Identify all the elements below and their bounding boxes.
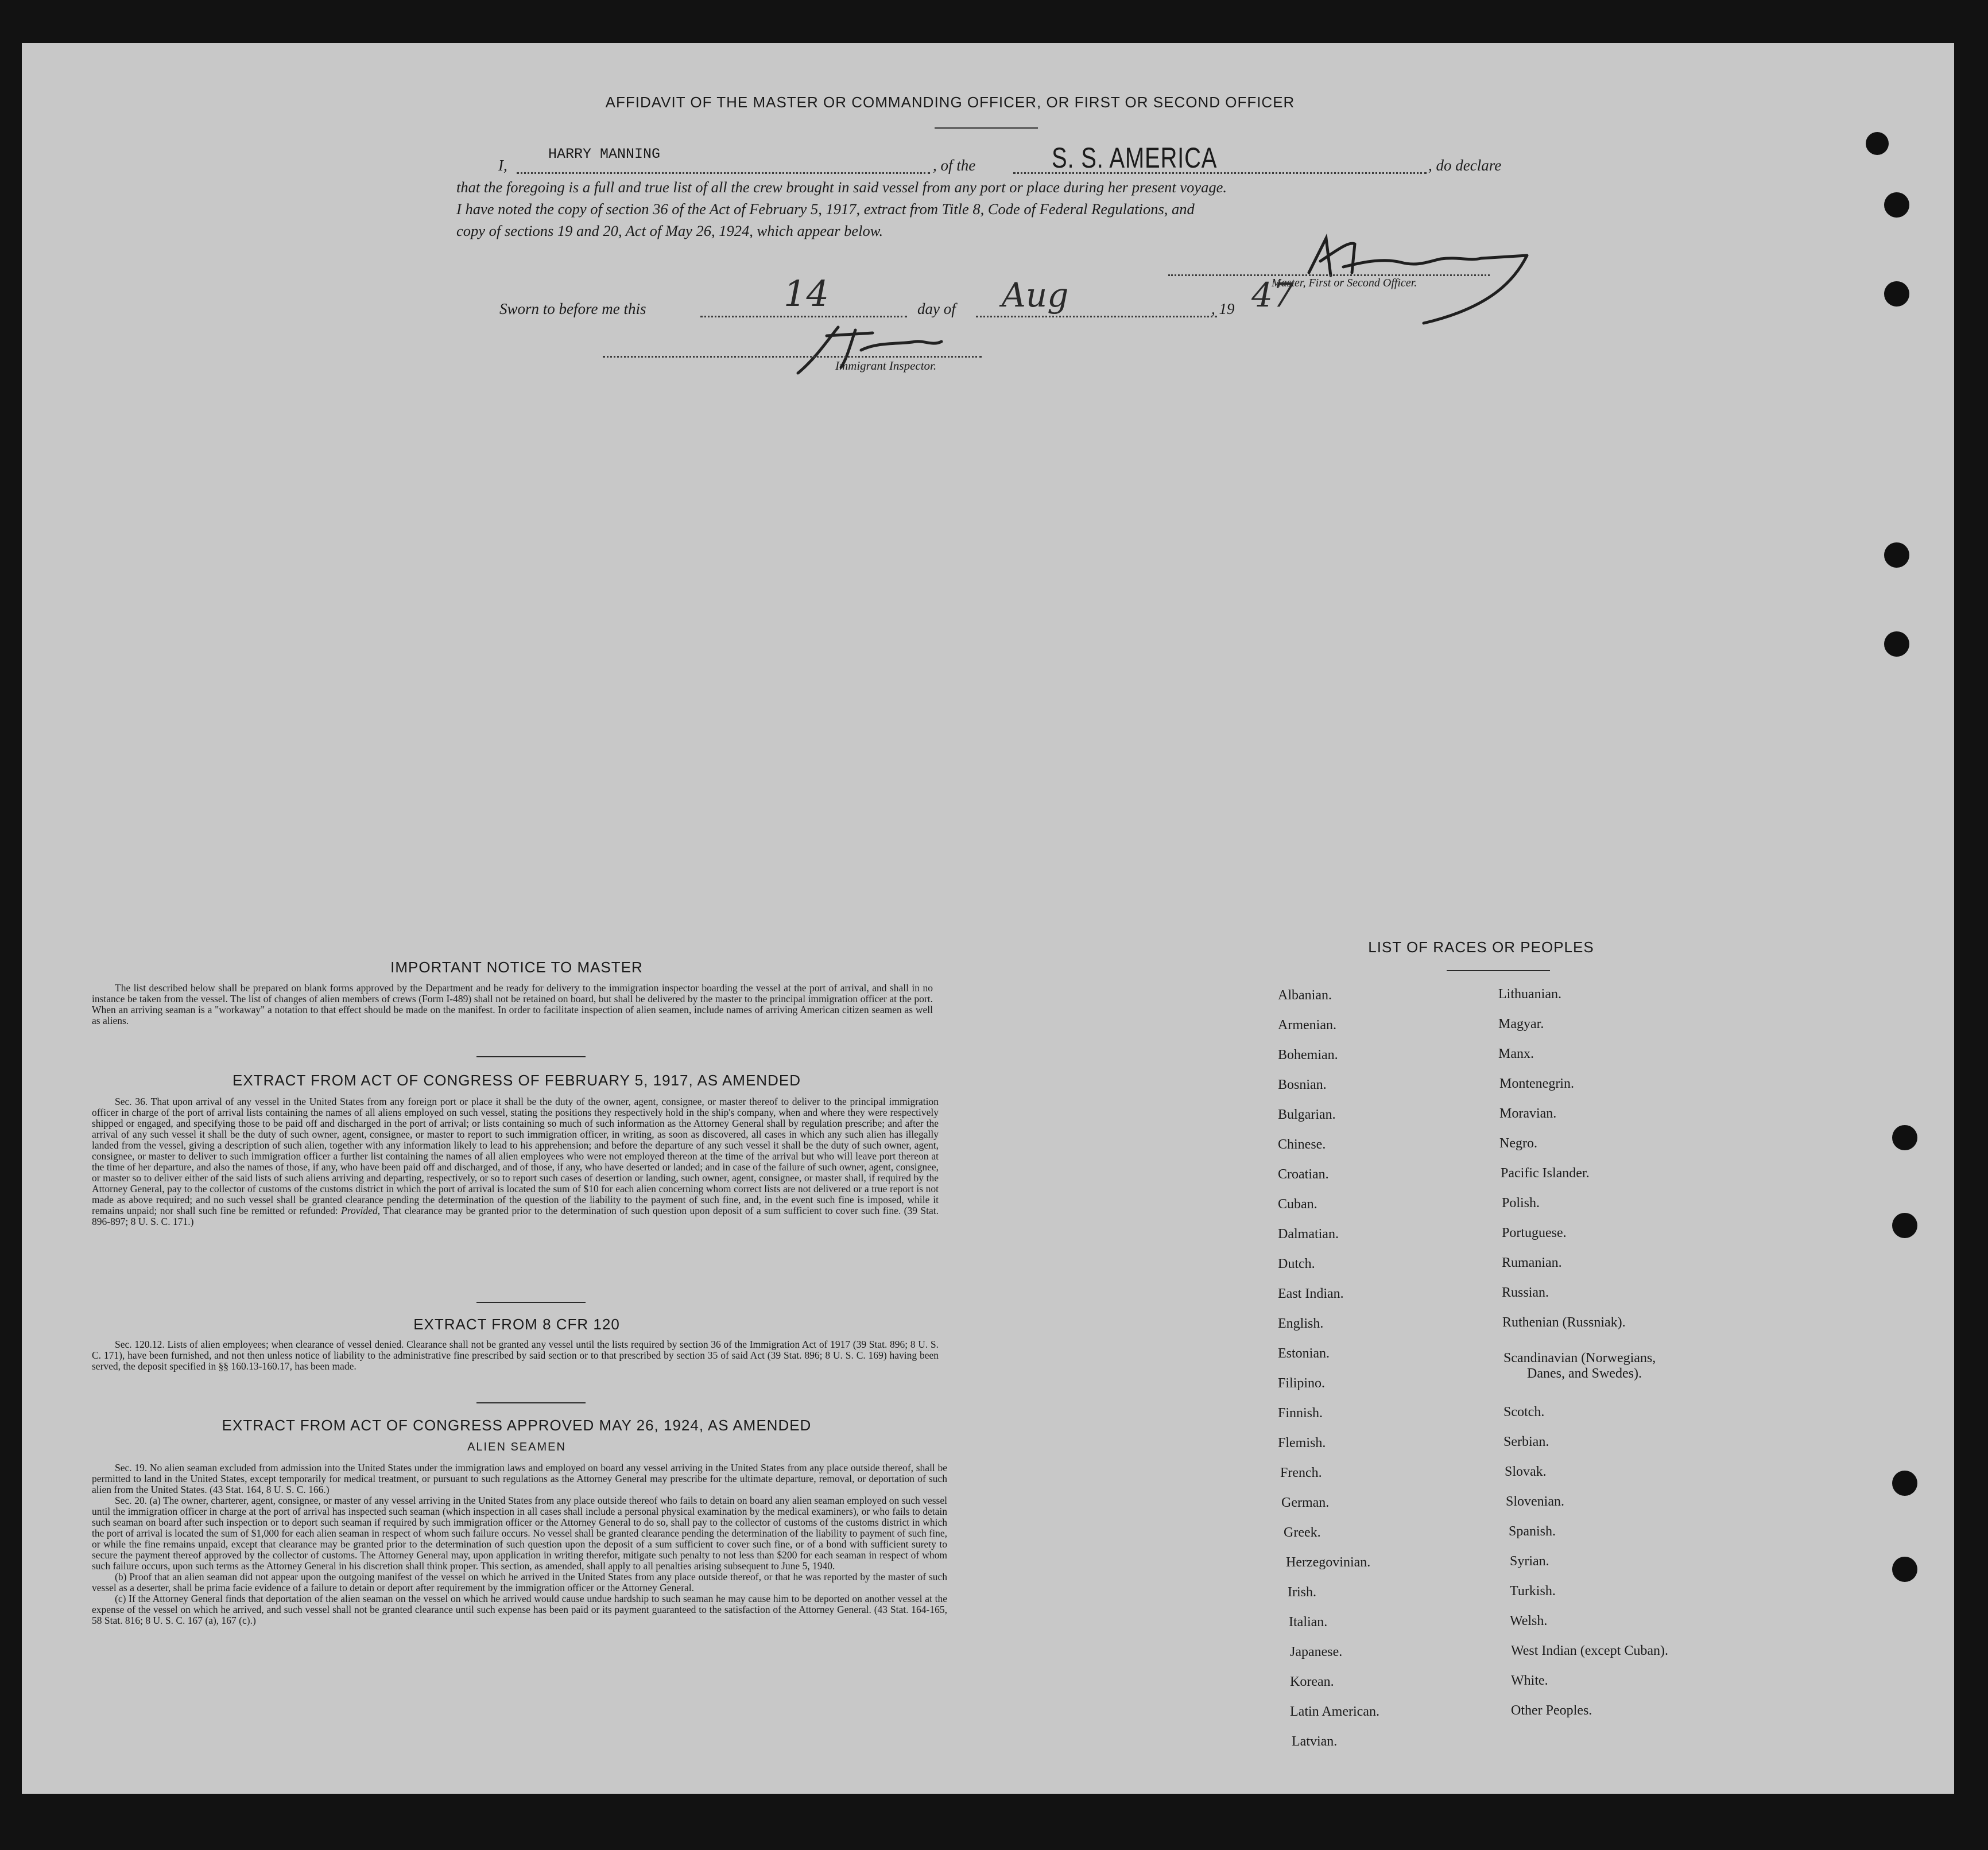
race-item: Finnish. [1278, 1406, 1323, 1421]
punch-hole [1884, 631, 1909, 657]
sec-20a-text: (a) The owner, charterer, agent, consignee, or master of any vessel arriving in the United States from any place outside thereof who fails to detain on board any alien seaman employed on such vessel until the immigration officer in charge at the port of arrival has inspected such seaman (which inspection in all cases shall include a personal physical examination by the medical examiners), or who fails to detain such seaman on board after such inspection or to deport such seaman if required by such immigration officer or the Attorney General to do so, shall pay to the collector of customs of the customs district in which the port of arrival is located the sum of $1,000 for each alien seaman in respect of whom such failure occurs. No vessel shall be granted clearance pending the determination of the liability to payment of such fine, or while the fine remains unpaid, except that clearance may be granted prior to the determination of such question upon the deposit of a sum sufficient to cover such fine, or of a bond with sufficient surety to secure the payment thereof approved by the collector of customs. The Attorney General may, upon application in writing therefor, mitigate such penalty to not less than $200 for each seaman in respect of whom such failure occurs, upon such terms as the Attorney General in his discretion shall think proper. This section, as amended, shall apply to all penalties arising subsequent to June 5, 1940. [92, 1495, 947, 1572]
sec-120-text: Lists of alien employees; when clearance of vessel denied. Clearance shall not be granted any vessel until the lists required by section 36 of the Immigration Act of 1917 (39 Stat. 896; 8 U. S. C. 171), have been furnished, and not then unless notice of liability to the administrative fine prescribed by said section or to that prescribed by section 35 of said Act (39 Stat. 896; 8 U. S. C. 169) having been served, the deposit specified in §§ 160.13-160.17, has been made. [92, 1339, 939, 1372]
notice-title: IMPORTANT NOTICE TO MASTER [390, 959, 643, 976]
sec-20b-text: (b) Proof that an alien seaman did not appear upon the outgoing manifest of the vessel on which he arrived in the United States from any place outside thereof, or that he was reported by the master of such vessel as a deserter, shall be prima facie evidence of a failure to detain or deport after requirement by the immigration officer or the Attorney General. [92, 1571, 947, 1593]
extract-cfr-body [92, 1339, 939, 1372]
sec-36-label: Sec. 36. [115, 1096, 148, 1107]
race-item: Latin American. [1290, 1704, 1379, 1719]
race-item: Scandinavian (Norwegians, [1503, 1351, 1656, 1366]
race-item: Bosnian. [1278, 1077, 1327, 1092]
inspector-line [603, 356, 982, 358]
race-item: Negro. [1499, 1136, 1537, 1151]
name-line [517, 172, 930, 174]
race-item: Other Peoples. [1511, 1703, 1592, 1718]
race-item: Chinese. [1278, 1137, 1326, 1152]
extract-1917-title: EXTRACT FROM ACT OF CONGRESS OF FEBRUARY 5, 1917, AS AMENDED [232, 1072, 801, 1089]
race-item: Albanian. [1278, 988, 1332, 1003]
race-item: Italian. [1289, 1615, 1328, 1630]
vessel-line [1013, 172, 1427, 174]
race-item: Syrian. [1510, 1554, 1549, 1569]
race-item: Serbian. [1503, 1434, 1549, 1449]
sec-20c-text: (c) If the Attorney General finds that deportation of the alien seaman on the vessel on which he arrived would cause undue hardship to such seaman he may cause him to be deported on another vessel at the expense of the vessel on which he arrived, and such vessel shall not be granted clearance until such expense has been paid or its payment guaranteed to the satisfaction of the Attorney General. (43 Stat. 164-165, 58 Stat. 816; 8 U. S. C. 167 (a), 167 (c).) [92, 1593, 947, 1626]
race-item: Polish. [1502, 1196, 1540, 1211]
sec-20-label: Sec. 20. [115, 1495, 147, 1506]
affidavit-text-1: that the foregoing is a full and true list of all the crew brought in said vessel from any port or place during her present voyage. [456, 179, 1227, 196]
punch-hole [1892, 1471, 1917, 1496]
affidavit-text-2: I have noted the copy of section 36 of the Act of February 5, 1917, extract from Title 8, Code of Federal Regulations, and [456, 200, 1195, 218]
sec-19-label: Sec. 19. [115, 1462, 148, 1473]
race-item: Moravian. [1499, 1106, 1557, 1121]
alien-seamen-subtitle: ALIEN SEAMEN [467, 1441, 566, 1453]
divider [476, 1302, 586, 1303]
divider [476, 1402, 586, 1403]
provided-label: Provided, [341, 1205, 381, 1216]
race-item: French. [1280, 1465, 1322, 1480]
race-item: Greek. [1284, 1525, 1321, 1540]
extract-cfr-title: EXTRACT FROM 8 CFR 120 [413, 1316, 620, 1333]
declare-label: , do declare [1428, 157, 1502, 174]
divider [476, 1056, 586, 1057]
race-item: Korean. [1290, 1674, 1334, 1689]
race-item: Pacific Islander. [1501, 1166, 1590, 1181]
race-item: Armenian. [1278, 1018, 1336, 1033]
race-item: Flemish. [1278, 1436, 1326, 1450]
month-line [976, 316, 1217, 317]
race-item: Herzegovinian. [1286, 1555, 1371, 1570]
day-line [700, 316, 907, 317]
race-item: East Indian. [1278, 1286, 1344, 1301]
punch-hole [1884, 192, 1909, 218]
year-prefix: , 19 [1211, 300, 1235, 317]
race-item: Spanish. [1509, 1524, 1556, 1539]
race-item: Irish. [1288, 1585, 1316, 1600]
race-item: Manx. [1498, 1046, 1534, 1061]
race-item: Rumanian. [1502, 1255, 1562, 1270]
sec-36-text: That upon arrival of any vessel in the United States from any foreign port or place it shall be the duty of the owner, agent, consignee, or master thereof to deliver to the principal immigration officer in charge of the port of arrival lists containing the names of all aliens employed on such vessel, stating the positions they respectively hold in the ship's company, when and where they were respectively shipped or engaged, and specifying those to be paid off and discharged in the port of arrival; or lists containing so much of such information as the Attorney General shall by regulation prescribe; and after the arrival of any such vessel it shall be the duty of such owner, agent, consignee, or master to report to such immigration officer, in writing, as soon as discovered, all cases in which any such alien has illegally landed from the vessel, giving a description of such alien, together with any information likely to lead to his apprehension; and before the departure of any such vessel it shall be the duty of such owner, agent, consignee, or master to deliver to such immigration officer a further list containing the names of all alien employees who were not employed thereon at the time of the arrival but who will leave port thereon at the time of her departure, and also the names of those, if any, who have been paid off and discharged, and of those, if any, who have deserted or landed; and in case of the failure of such owner, agent, consignee, or master so to deliver either of the said lists of such aliens arriving and departing, respectively, or so to report such cases of desertion or landing, such owner, agent, consignee, or master shall, if required by the Attorney General, pay to the collector of customs of the customs district in which the port of arrival is located the sum of $10 for each alien concerning whom correct lists are not delivered or a true report is not made as above required; and no such vessel shall be granted clearance pending the determination of the question of the liability to the payment of such fine, and, in the event such fine is imposed, while it remains unpaid; nor shall such fine be remitted or refunded: [92, 1096, 939, 1216]
master-label: Master, First or Second Officer. [1272, 277, 1417, 289]
extract-1924-title: EXTRACT FROM ACT OF CONGRESS APPROVED MAY 26, 1924, AS AMENDED [222, 1417, 812, 1434]
race-item: Ruthenian (Russniak). [1502, 1315, 1626, 1330]
punch-hole [1892, 1557, 1917, 1582]
race-item: German. [1281, 1495, 1330, 1510]
master-name: HARRY MANNING [548, 146, 661, 162]
sec-120-label: Sec. 120.12. [115, 1339, 165, 1350]
notice-body [92, 983, 933, 1026]
extract-1924-body [92, 1463, 947, 1626]
race-item: Croatian. [1278, 1167, 1329, 1182]
punch-hole [1866, 132, 1889, 155]
day-of-label: day of [917, 300, 956, 317]
race-item: Portuguese. [1502, 1225, 1567, 1240]
race-item: Montenegrin. [1499, 1076, 1574, 1091]
race-item: Welsh. [1510, 1614, 1548, 1628]
race-item: Russian. [1502, 1285, 1549, 1300]
inspector-label: Immigrant Inspector. [835, 359, 937, 373]
year-value: 47 [1251, 276, 1294, 315]
race-item: White. [1511, 1673, 1548, 1688]
punch-hole [1892, 1125, 1917, 1150]
race-item: Filipino. [1278, 1376, 1326, 1391]
race-item: Slovak. [1505, 1464, 1547, 1479]
punch-hole [1884, 281, 1909, 307]
race-item: Dalmatian. [1278, 1227, 1339, 1242]
race-item: Lithuanian. [1498, 987, 1561, 1002]
race-item: Latvian. [1292, 1734, 1338, 1749]
divider [1447, 970, 1550, 971]
race-item: West Indian (except Cuban). [1511, 1643, 1668, 1658]
race-item: Turkish. [1510, 1584, 1556, 1599]
sworn-label: Sworn to before me this [499, 300, 646, 317]
day-value: 14 [784, 273, 829, 315]
of-the-label: , of the [933, 157, 976, 174]
affidavit-title: AFFIDAVIT OF THE MASTER OR COMMANDING OFFICER, OR FIRST OR SECOND OFFICER [605, 94, 1295, 111]
race-item: Japanese. [1290, 1645, 1343, 1659]
race-item: English. [1278, 1316, 1324, 1331]
punch-hole [1892, 1213, 1917, 1238]
notice-text: The list described below shall be prepared on blank forms approved by the Department and be ready for delivery to the immigration inspector boarding the vessel at the port of arrival, and shall in no instance be taken from the vessel. The list of changes of alien members of crews (Form I-489) shall not be retained on board, but shall be delivered by the master to the principal immigration officer at the port. When an arriving seaman is a "workaway" a notation to that effect should be made on the manifest. In order to facilitate inspection of alien seamen, include names of arriving American citizen seamen as well as aliens. [92, 982, 933, 1026]
race-item: Bulgarian. [1278, 1107, 1336, 1122]
extract-1917-body [92, 1096, 939, 1227]
race-item: Magyar. [1498, 1017, 1544, 1031]
affidavit-intro: I, [498, 157, 507, 174]
affidavit-text-3: copy of sections 19 and 20, Act of May 26, 1924, which appear below. [456, 222, 883, 239]
race-item: Danes, and Swedes). [1527, 1366, 1642, 1381]
sec-36-end: That clearance may be granted prior to the determination of such question upon deposit of a sum sufficient to cover such fine. (39 Stat. 896-897; 8 U. S. C. 171.) [92, 1205, 939, 1227]
race-item: Scotch. [1503, 1405, 1545, 1420]
month-value: Aug [1002, 276, 1069, 315]
race-item: Cuban. [1278, 1197, 1317, 1212]
race-item: Slovenian. [1506, 1494, 1564, 1509]
race-item: Estonian. [1278, 1346, 1330, 1361]
race-item: Bohemian. [1278, 1048, 1338, 1062]
master-signature-line [1168, 274, 1490, 276]
sec-19-text: No alien seaman excluded from admission into the United States under the immigration laws and employed on board any vessel arriving in the United States from any place outside thereof, shall be permitted to land in the United States, except temporarily for medical treatment, or pursuant to such regulations as the Attorney General may prescribe for the ultimate departure, removal, or deportation of such alien from the United States. (43 Stat. 164, 8 U. S. C. 166.) [92, 1462, 947, 1495]
races-title: LIST OF RACES OR PEOPLES [1368, 938, 1594, 956]
divider [935, 127, 1038, 129]
vessel-name: S. S. AMERICA [1052, 142, 1218, 174]
punch-hole [1884, 542, 1909, 568]
race-item: Dutch. [1278, 1256, 1315, 1271]
